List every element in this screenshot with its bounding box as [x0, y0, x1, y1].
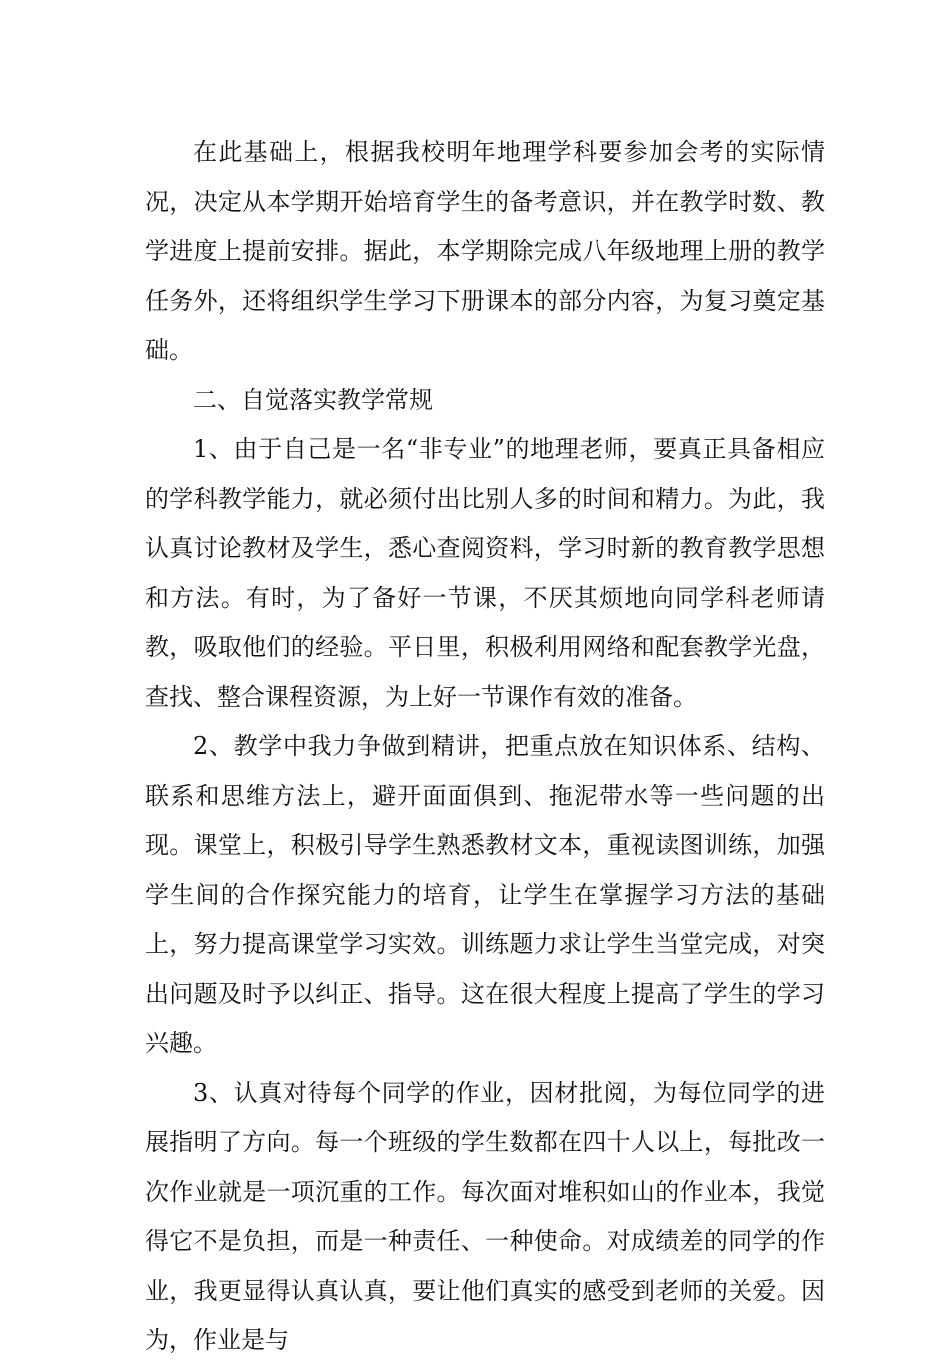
section-heading: 二、自觉落实教学常规	[193, 385, 433, 414]
paragraph-intro: 在此基础上，根据我校明年地理学科要参加会考的实际情况，决定从本学期开始培育学生的备考意识，并在教学时数、教学进度上提前安排。据此，本学期除完成八年级地理上册的教学任务外，还将组织学生学习下册课本的部分内容，为复习奠定基础。	[145, 138, 825, 364]
paragraph-item-3: 3、认真对待每个同学的作业，因材批阅，为每位同学的进展指明了方向。每一个班级的学生数都在四十人以上，每批改一次作业就是一项沉重的工作。每次面对堆积如山的作业本，我觉得它不是负担，而是一种责任、一种使命。对成绩差的同学的作业，我更显得认真认真，要让他们真实的感受到老师的关爱。因为，作业是与	[145, 1078, 825, 1354]
paragraph-item-2: 2、教学中我力争做到精讲，把重点放在知识体系、结构、联系和思维方法上，避开面面俱到、拖泥带水等一些问题的出现。课堂上，积极引导学生熟悉教材文本，重视读图训练，加强学生间的合作探究能力的培育，让学生在掌握学习方法的基础上，努力提高课堂学习实效。训练题力求让学生当堂完成，对突出问题及时予以纠正、指导。这在很大程度上提高了学生的学习兴趣。	[145, 732, 825, 1057]
document-body	[145, 128, 825, 1366]
paragraph-item-1: 1、由于自己是一名“非专业”的地理老师，要真正具备相应的学科教学能力，就必须付出比别人多的时间和精力。为此，我认真讨论教材及学生，悉心查阅资料，学习时新的教育教学思想和方法。有时，为了备好一节课，不厌其烦地向同学科老师请教，吸取他们的经验。平日里，积极利用网络和配套教学光盘，查找、整合课程资源，为上好一节课作有效的准备。	[145, 435, 825, 711]
